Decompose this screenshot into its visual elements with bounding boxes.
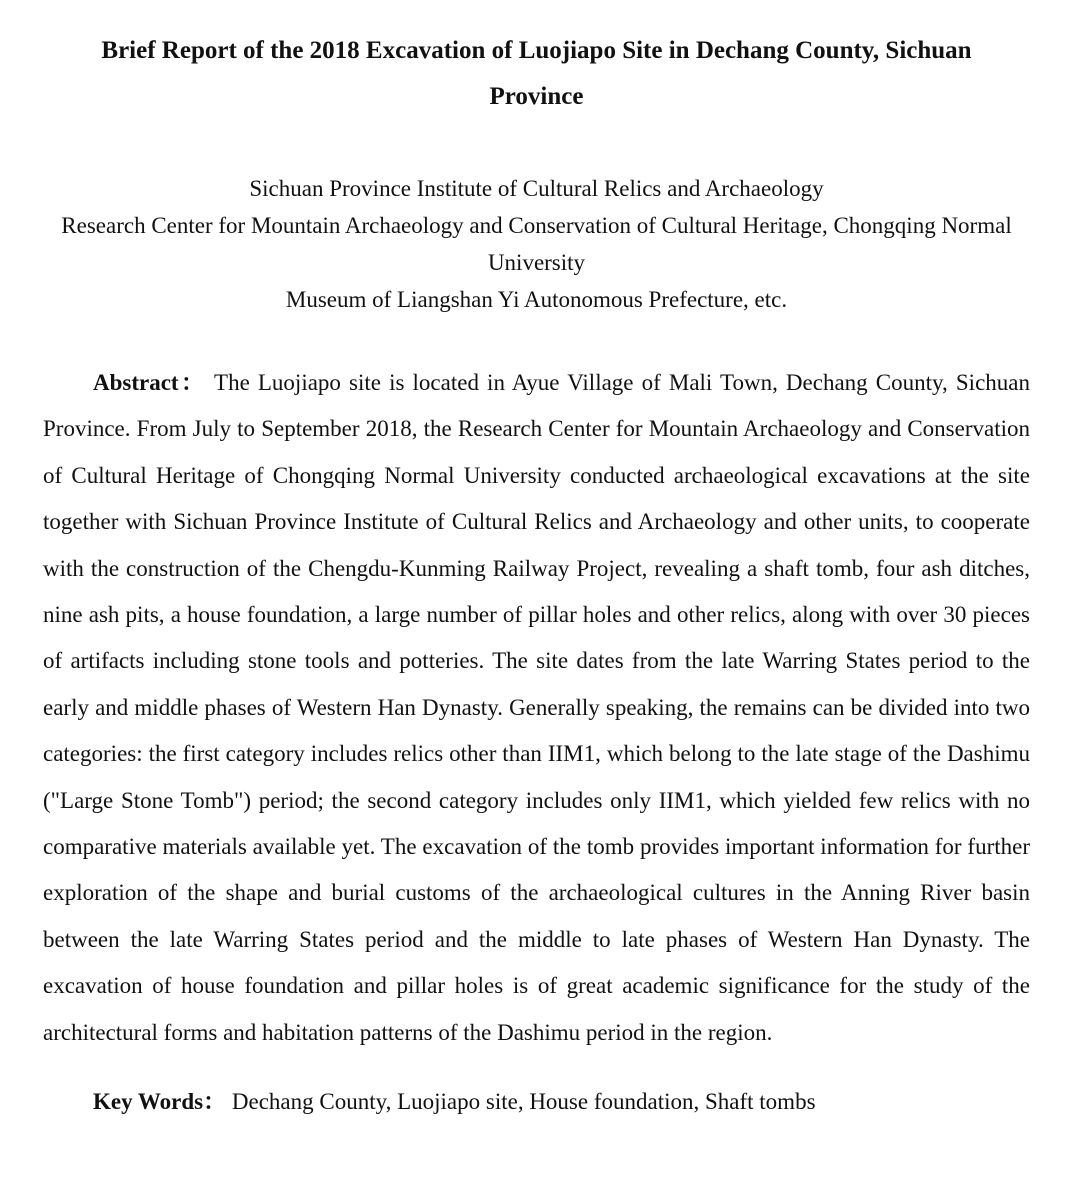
affiliation-2: Research Center for Mountain Archaeology and Conservation of Cultural Heritage, Chongqing Normal University — [61, 213, 1012, 275]
keywords-label: Key Words： — [93, 1089, 227, 1115]
keywords-line — [43, 1079, 1030, 1125]
paper-title: Brief Report of the 2018 Excavation of Luojiapo Site in Dechang County, Sichuan Province — [101, 37, 972, 110]
abstract-label: Abstract： — [93, 370, 207, 395]
abstract-text: The Luojiapo site is located in Ayue Village of Mali Town, Dechang County, Sichuan Province. From July to September 2018, the Research Center for Mountain Archaeology and Conservation of Cultural Heritage of Chongqing Normal University conducted archaeological excavations at the site together with Sichuan Province Institute of Cultural Relics and Archaeology and other units, to cooperate with the construction of the Chengdu-Kunming Railway Project, revealing a shaft tomb, four ash ditches, nine ash pits, a house foundation, a large number of pillar holes and other relics, along with over 30 pieces of artifacts including stone tools and potteries. The site dates from the late Warring States period to the early and middle phases of Western Han Dynasty. Generally speaking, the remains can be divided into two categories: the first category includes relics other than IIM1, which belong to the late stage of the Dashimu ("Large Stone Tomb") period; the second category includes only IIM1, which yielded few relics with no comparative materials available yet. The excavation of the tomb provides important information for further exploration of the shape and burial customs of the archaeological cultures in the Anning River basin between the late Warring States period and the middle to late phases of Western Han Dynasty. The excavation of house foundation and pillar holes is of great academic significance for the study of the architectural forms and habitation patterns of the Dashimu period in the region. — [43, 370, 1030, 1045]
keywords-text: Dechang County, Luojiapo site, House foundation, Shaft tombs — [231, 1089, 816, 1115]
affiliation-1: Sichuan Province Institute of Cultural Relics and Archaeology — [249, 176, 824, 201]
author-affiliations — [43, 170, 1030, 318]
abstract-paragraph — [43, 360, 1030, 1056]
affiliation-3: Museum of Liangshan Yi Autonomous Prefecture, etc. — [285, 287, 788, 312]
